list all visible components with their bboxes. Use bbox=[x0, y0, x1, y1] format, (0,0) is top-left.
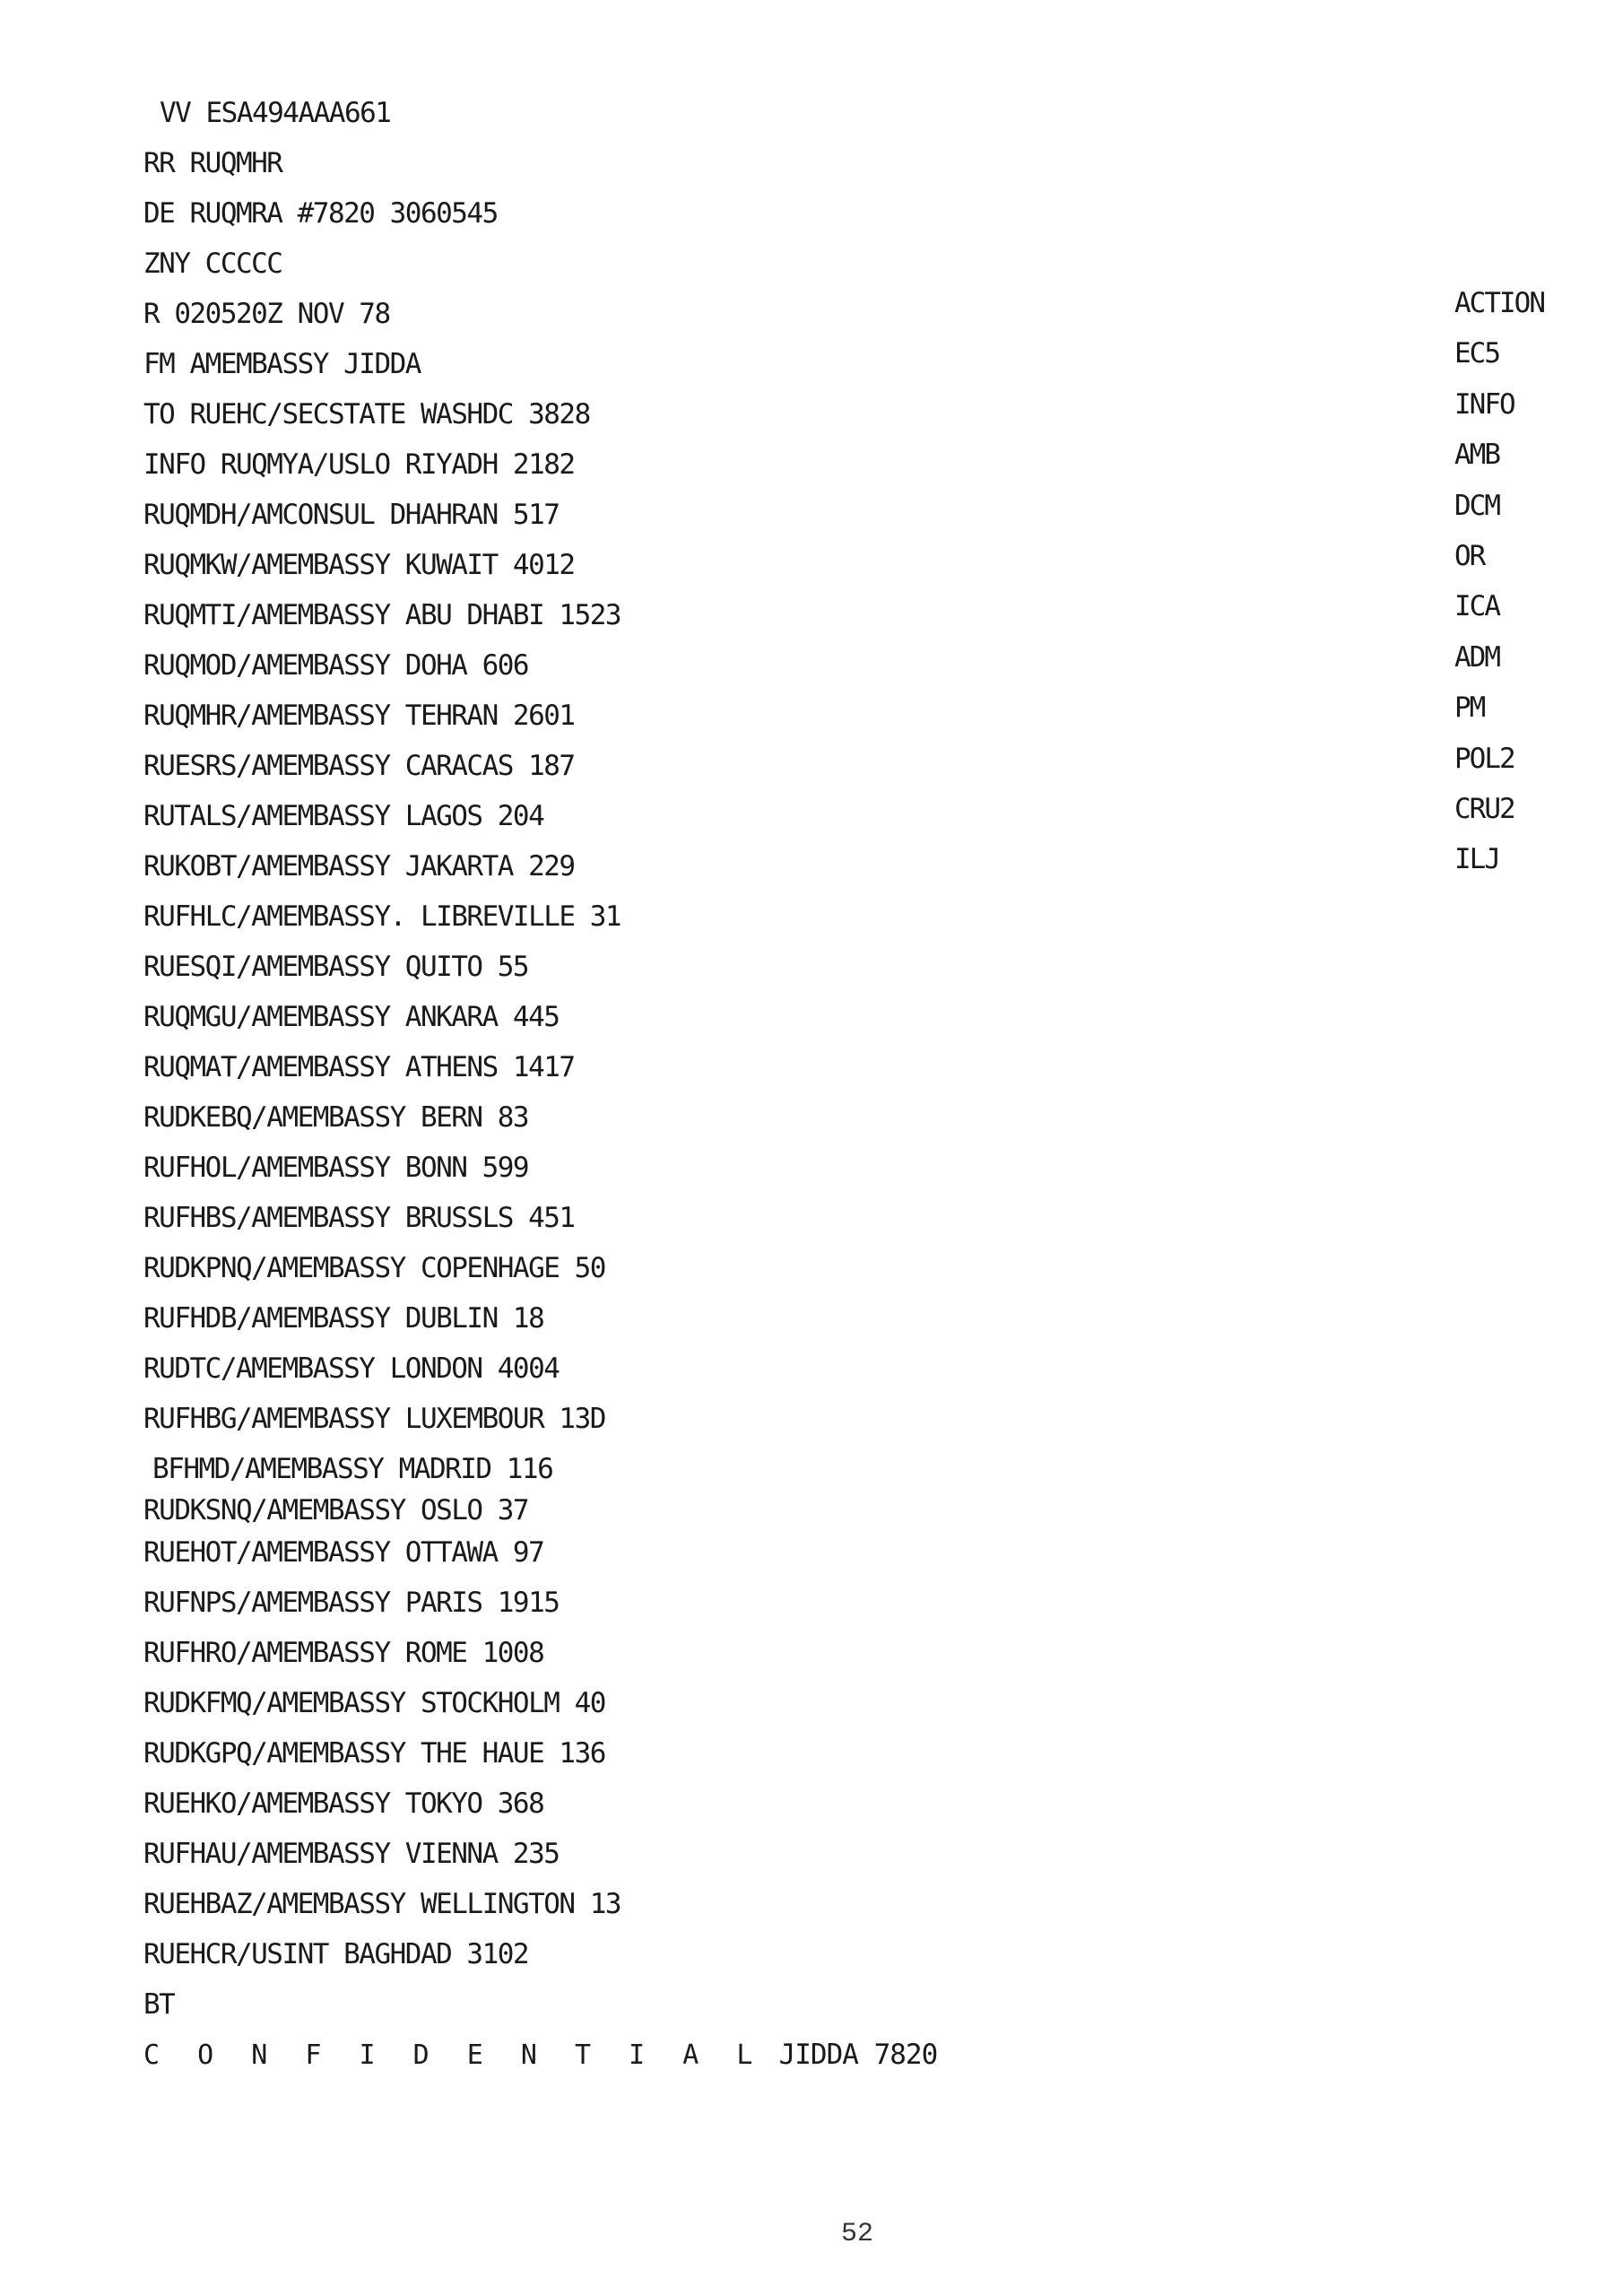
routing-code: ICA bbox=[1454, 590, 1499, 623]
addressee-line: RUFHAU/AMEMBASSY VIENNA 235 bbox=[143, 1838, 560, 1870]
classification-label: C O N F I D E N T I A L bbox=[143, 2039, 764, 2071]
addressee-line: RUEHCR/USINT BAGHDAD 3102 bbox=[143, 1938, 529, 1970]
addressee-line: RUQMKW/AMEMBASSY KUWAIT 4012 bbox=[143, 549, 575, 581]
addressee-line: RUEHOT/AMEMBASSY OTTAWA 97 bbox=[143, 1536, 544, 1569]
addressee-line: RUDKPNQ/AMEMBASSY COPENHAGE 50 bbox=[143, 1252, 605, 1284]
addressee-line: RUKOBT/AMEMBASSY JAKARTA 229 bbox=[143, 850, 575, 883]
addressee-line: RUFHBG/AMEMBASSY LUXEMBOUR 13D bbox=[143, 1403, 605, 1435]
header-line-precedence: RR RUQMHR bbox=[143, 147, 282, 179]
addressee-line: RUQMOD/AMEMBASSY DOHA 606 bbox=[143, 649, 529, 682]
classification-line bbox=[143, 2030, 937, 2080]
header-line-info: INFO RUQMYA/USLO RIYADH 2182 bbox=[143, 448, 575, 481]
addressee-line: RUQMHR/AMEMBASSY TEHRAN 2601 bbox=[143, 700, 575, 732]
addressee-line: RUESQI/AMEMBASSY QUITO 55 bbox=[143, 951, 529, 983]
addressee-line: RUFHBS/AMEMBASSY BRUSSLS 451 bbox=[143, 1202, 575, 1234]
routing-code: ILJ bbox=[1454, 843, 1499, 876]
routing-action: ACTION bbox=[1454, 287, 1544, 319]
addressee-line: RUFNPS/AMEMBASSY PARIS 1915 bbox=[143, 1587, 560, 1619]
addressee-line: RUEHBAZ/AMEMBASSY WELLINGTON 13 bbox=[143, 1888, 621, 1920]
addressee-line: RUESRS/AMEMBASSY CARACAS 187 bbox=[143, 750, 575, 782]
header-line-from: FM AMEMBASSY JIDDA bbox=[143, 348, 421, 380]
addressee-line: RUQMAT/AMEMBASSY ATHENS 1417 bbox=[143, 1051, 575, 1083]
header-line-originator: DE RUQMRA #7820 3060545 bbox=[143, 197, 498, 230]
addressee-line: RUFHLC/AMEMBASSY. LIBREVILLE 31 bbox=[143, 900, 621, 933]
addressee-line: RUQMDH/AMCONSUL DHAHRAN 517 bbox=[143, 499, 560, 531]
addressee-line: RUDTC/AMEMBASSY LONDON 4004 bbox=[143, 1352, 560, 1385]
addressee-line: RUDKSNQ/AMEMBASSY OSLO 37 bbox=[143, 1494, 529, 1526]
routing-code: CRU2 bbox=[1454, 792, 1514, 825]
classification-reference: JIDDA 7820 bbox=[778, 2039, 938, 2071]
routing-info: INFO bbox=[1454, 387, 1514, 421]
routing-code: EC5 bbox=[1454, 337, 1499, 370]
addressee-line: BFHMD/AMEMBASSY MADRID 116 bbox=[152, 1453, 553, 1485]
routing-code: ADM bbox=[1454, 640, 1499, 674]
addressee-line: RUTALS/AMEMBASSY LAGOS 204 bbox=[143, 800, 544, 832]
routing-code: DCM bbox=[1454, 489, 1499, 522]
routing-code: OR bbox=[1454, 539, 1485, 572]
break-marker: BT bbox=[143, 1988, 175, 2021]
header-line-classification-code: ZNY CCCCC bbox=[143, 248, 282, 280]
routing-code: AMB bbox=[1454, 439, 1499, 472]
addressee-line: RUFHDB/AMEMBASSY DUBLIN 18 bbox=[143, 1302, 544, 1335]
header-line-dtg: R 020520Z NOV 78 bbox=[143, 298, 390, 330]
cable-header-lines bbox=[143, 88, 937, 2080]
addressee-line: RUFHRO/AMEMBASSY ROME 1008 bbox=[143, 1637, 544, 1669]
addressee-line: RUDKEBQ/AMEMBASSY BERN 83 bbox=[143, 1101, 529, 1134]
header-line-tape-id: VV ESA494AAA661 bbox=[160, 97, 391, 129]
routing-code: POL2 bbox=[1454, 742, 1514, 775]
addressee-line: RUQMGU/AMEMBASSY ANKARA 445 bbox=[143, 1001, 560, 1033]
routing-code: PM bbox=[1454, 691, 1485, 725]
page-number: 52 bbox=[841, 2219, 874, 2249]
addressee-line: RUFHOL/AMEMBASSY BONN 599 bbox=[143, 1152, 529, 1184]
header-line-to: TO RUEHC/SECSTATE WASHDC 3828 bbox=[143, 398, 590, 430]
addressee-line: RUDKGPQ/AMEMBASSY THE HAUE 136 bbox=[143, 1737, 605, 1770]
addressee-line: RUDKFMQ/AMEMBASSY STOCKHOLM 40 bbox=[143, 1687, 605, 1719]
addressee-line: RUQMTI/AMEMBASSY ABU DHABI 1523 bbox=[143, 599, 621, 631]
routing-column bbox=[1454, 278, 1544, 885]
addressee-line: RUEHKO/AMEMBASSY TOKYO 368 bbox=[143, 1787, 544, 1820]
